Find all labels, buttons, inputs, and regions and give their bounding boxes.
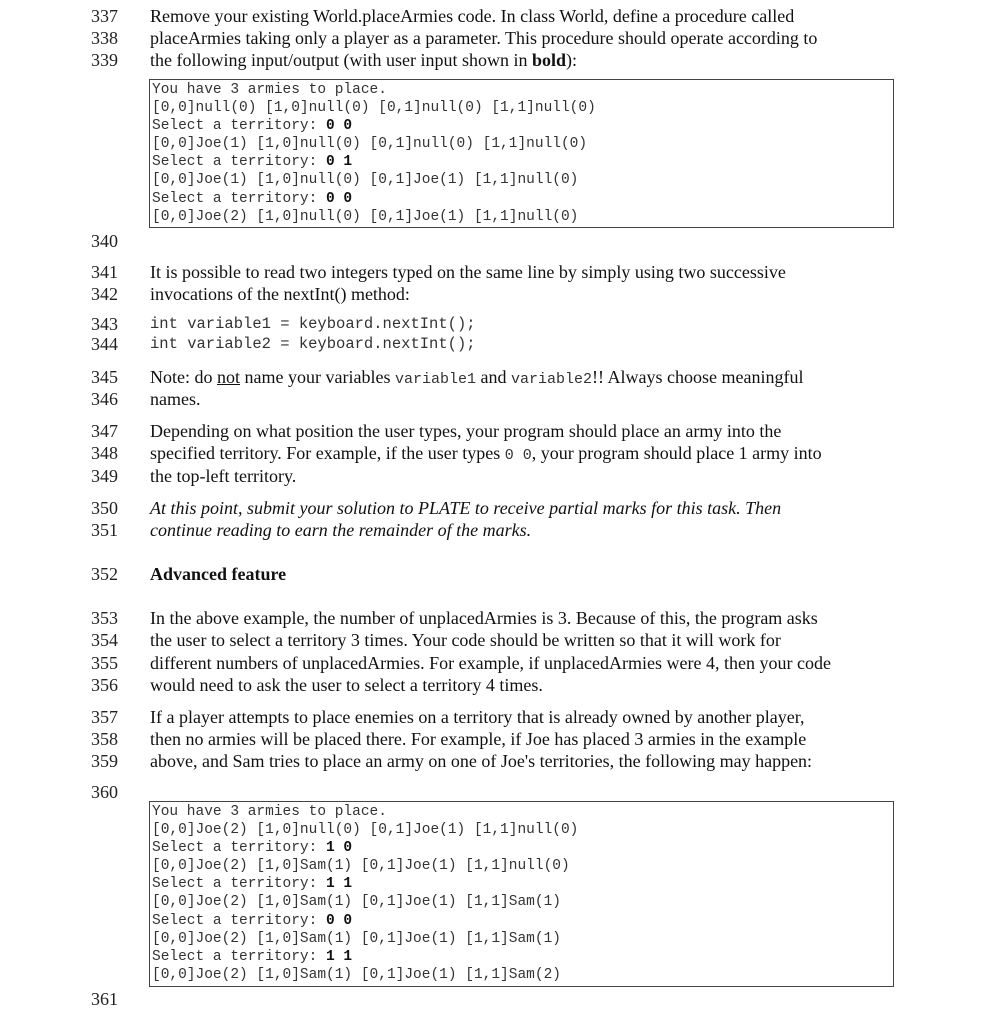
paragraph-line: above, and Sam tries to place an army on one of Joe's territories, the following may happen: — [150, 751, 813, 771]
text: , your program should place 1 army into — [531, 443, 822, 463]
output-line: You have 3 armies to place. — [152, 804, 387, 820]
user-input: 0 1 — [326, 154, 353, 171]
paragraph-line: invocations of the nextInt() method: — [150, 284, 410, 304]
line-number: 346 — [91, 389, 118, 409]
line-number: 350 — [91, 498, 118, 518]
line-number: 344 — [91, 334, 118, 354]
user-input: 0 0 — [326, 118, 353, 135]
user-input: 0 0 — [326, 190, 353, 207]
paragraph-line: If a player attempts to place enemies on a territory that is already owned by another player, — [150, 707, 805, 727]
example-output-box-1 — [149, 79, 894, 228]
paragraph-line — [150, 49, 577, 71]
user-input: 1 0 — [326, 840, 353, 857]
prompt-text: Select a territory: — [152, 154, 327, 171]
inline-code: 0 0 — [504, 447, 532, 464]
inline-code: variable2 — [510, 371, 592, 388]
output-line: [0,0]Joe(2) [1,0]Sam(1) [0,1]Joe(1) [1,1]Sam(1) — [152, 930, 561, 947]
prompt-text: Select a territory: — [152, 912, 327, 929]
code-line: int variable1 = keyboard.nextInt(); — [150, 315, 476, 333]
paragraph-line: would need to ask the user to select a territory 4 times. — [150, 675, 543, 695]
text: the following input/output (with user input shown in — [150, 50, 532, 70]
text: name your variables — [240, 367, 395, 387]
output-line: [0,0]Joe(2) [1,0]Sam(1) [0,1]Joe(1) [1,1]Sam(2) — [152, 966, 561, 983]
output-line: [0,0]Joe(2) [1,0]Sam(1) [0,1]Joe(1) [1,1]Sam(1) — [152, 894, 561, 911]
output-line: You have 3 armies to place. — [152, 82, 387, 98]
output-line: [0,0]null(0) [1,0]null(0) [0,1]null(0) [1,1]null(0) — [152, 100, 596, 117]
example-output-box-2 — [149, 801, 894, 987]
prompt-line — [152, 153, 891, 171]
paragraph-line: the user to select a territory 3 times. Your code should be written so that it will work for — [150, 630, 781, 650]
section-heading: Advanced feature — [150, 564, 287, 584]
line-number: 352 — [91, 564, 118, 584]
paragraph-line — [150, 442, 822, 467]
line-number: 357 — [91, 707, 118, 727]
prompt-text: Select a territory: — [152, 840, 327, 857]
line-number: 361 — [91, 989, 118, 1009]
bold-text: bold — [531, 50, 567, 70]
line-number: 337 — [91, 6, 118, 26]
line-number: 360 — [91, 782, 118, 802]
prompt-text: Select a territory: — [152, 118, 327, 135]
output-line: [0,0]Joe(1) [1,0]null(0) [0,1]null(0) [1,1]null(0) — [152, 136, 588, 153]
paragraph-line: the top-left territory. — [150, 466, 297, 486]
line-number: 343 — [91, 314, 118, 334]
line-number: 342 — [91, 284, 118, 304]
line-number: 349 — [91, 466, 118, 486]
prompt-line — [152, 117, 891, 135]
line-number: 358 — [91, 729, 118, 749]
line-number: 347 — [91, 421, 118, 441]
paragraph-line: In the above example, the number of unplacedArmies is 3. Because of this, the program asks — [150, 608, 818, 628]
text: ): — [566, 50, 578, 70]
output-line: [0,0]Joe(2) [1,0]null(0) [0,1]Joe(1) [1,1]null(0) — [152, 208, 579, 225]
prompt-text: Select a territory: — [152, 948, 327, 965]
prompt-line — [152, 948, 891, 966]
paragraph-line: Remove your existing World.placeArmies code. In class World, define a procedure called — [150, 6, 795, 26]
text: specified territory. For example, if the user types — [150, 443, 505, 463]
line-number: 359 — [91, 751, 118, 771]
prompt-line — [152, 190, 891, 208]
prompt-line — [152, 839, 891, 857]
prompt-text: Select a territory: — [152, 190, 327, 207]
paragraph-line: continue reading to earn the remainder of the marks. — [150, 520, 532, 540]
line-number: 353 — [91, 608, 118, 628]
prompt-text: Select a territory: — [152, 876, 327, 893]
line-number: 338 — [91, 28, 118, 48]
paragraph-line: At this point, submit your solution to PLATE to receive partial marks for this task. Then — [150, 498, 782, 518]
paragraph-line: placeArmies taking only a player as a parameter. This procedure should operate according to — [150, 28, 818, 48]
line-number: 348 — [91, 443, 118, 463]
user-input: 1 1 — [326, 876, 353, 893]
paragraph-line — [150, 366, 803, 391]
line-number: 345 — [91, 367, 118, 387]
line-number: 356 — [91, 675, 118, 695]
text: !! Always choose meaningful — [592, 367, 804, 387]
line-number: 351 — [91, 520, 118, 540]
underlined-text: not — [217, 367, 241, 387]
line-number: 354 — [91, 630, 118, 650]
paragraph-line: Depending on what position the user types, your program should place an army into the — [150, 421, 782, 441]
prompt-line — [152, 875, 891, 893]
paragraph-line: It is possible to read two integers typed on the same line by simply using two successive — [150, 262, 786, 282]
line-number: 340 — [91, 231, 118, 251]
text: and — [475, 367, 511, 387]
output-line: [0,0]Joe(2) [1,0]Sam(1) [0,1]Joe(1) [1,1]null(0) — [152, 858, 570, 875]
line-number: 339 — [91, 50, 118, 70]
paragraph-line: then no armies will be placed there. For example, if Joe has placed 3 armies in the example — [150, 729, 807, 749]
user-input: 0 0 — [326, 912, 353, 929]
prompt-line — [152, 912, 891, 930]
user-input: 1 1 — [326, 948, 353, 965]
line-number: 355 — [91, 653, 118, 673]
line-number: 341 — [91, 262, 118, 282]
text: Note: do — [150, 367, 217, 387]
paragraph-line: names. — [150, 389, 201, 409]
paragraph-line: different numbers of unplacedArmies. For example, if unplacedArmies were 4, then your code — [150, 653, 831, 673]
output-line: [0,0]Joe(2) [1,0]null(0) [0,1]Joe(1) [1,1]null(0) — [152, 822, 579, 839]
code-line: int variable2 = keyboard.nextInt(); — [150, 335, 476, 353]
inline-code: variable1 — [394, 371, 476, 388]
output-line: [0,0]Joe(1) [1,0]null(0) [0,1]Joe(1) [1,1]null(0) — [152, 172, 579, 189]
